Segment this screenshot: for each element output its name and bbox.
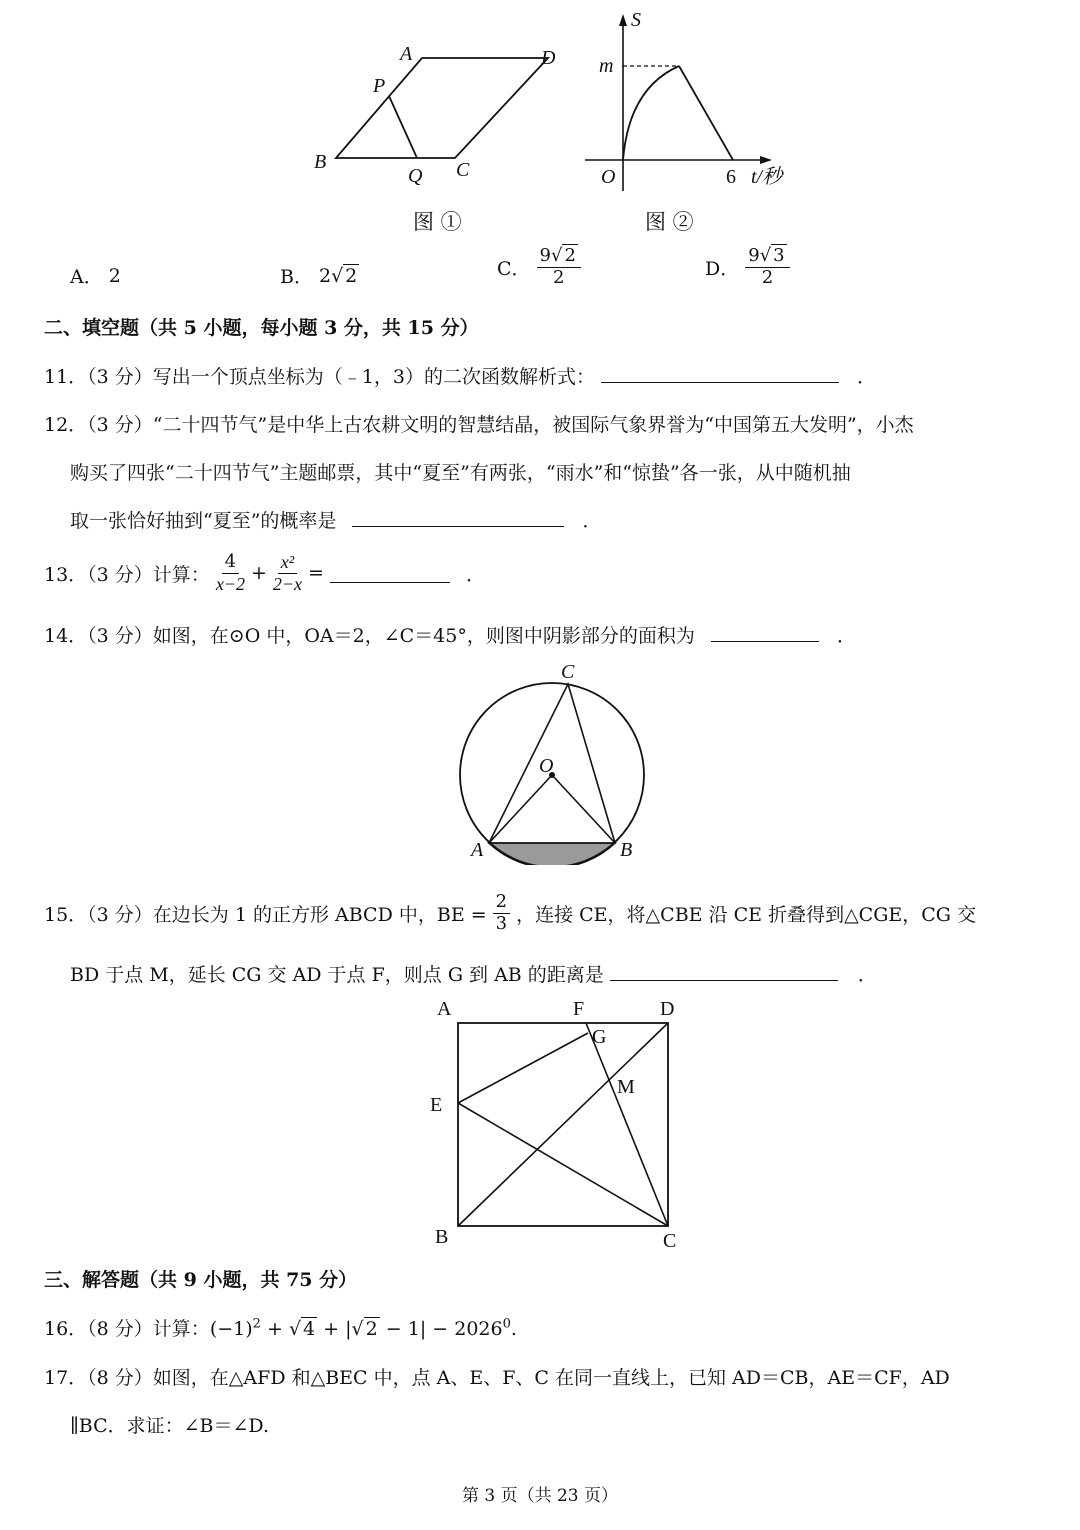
figure-2-graph <box>585 6 810 196</box>
choice-b-coef: 2 <box>318 264 332 287</box>
figure-1-caption: 图 ① <box>413 210 462 234</box>
label-M: M <box>617 1076 635 1098</box>
q14-text: 14．（3 分）如图，在⊙O 中，OA＝2，∠C＝45°，则图中阴影部分的面积为 <box>44 625 695 647</box>
segment-ce <box>458 1103 668 1226</box>
curve-rise <box>623 66 679 160</box>
choice-a-letter: A． <box>70 266 103 288</box>
q12-line3-text: 取一张恰好抽到“夏至”的概率是 <box>70 510 337 532</box>
q16-end: . <box>510 1318 517 1340</box>
q13-fraction-2 <box>273 552 302 594</box>
choice-d-radicand: 3 <box>773 245 785 266</box>
q16-prefix: 16．（8 分）计算： <box>44 1318 210 1340</box>
q14-end: ． <box>836 625 856 647</box>
q16-rad-b: 4 <box>303 1318 316 1340</box>
q16-expr-b: + <box>260 1318 289 1340</box>
label-B: B <box>620 839 633 861</box>
label-D: D <box>660 998 675 1020</box>
question-17-line-1: 17．（8 分）如图，在△AFD 和△BEC 中，点 A、E、F、C 在同一直线上，已知 AD＝CB，AE＝CF，AD <box>44 1367 950 1389</box>
label-t-axis: t/秒 <box>751 166 783 188</box>
q15-end: ． <box>857 964 877 986</box>
label-C: C <box>456 159 470 181</box>
choice-c-radicand: 2 <box>564 245 576 266</box>
choice-c-fraction: $\frac{9√ 2}{2}$ <box>537 246 581 288</box>
choice-d-coef: 9 <box>748 245 760 266</box>
label-B: B <box>314 151 327 173</box>
segment-cf <box>586 1023 668 1226</box>
label-C: C <box>663 1230 677 1252</box>
question-15-line-1 <box>44 892 976 934</box>
q13-fraction-1 <box>216 552 245 594</box>
choice-a <box>70 262 121 289</box>
question-12-line-3 <box>70 506 602 533</box>
choice-d <box>705 246 790 288</box>
q13-end: ． <box>465 563 485 586</box>
choice-c <box>497 246 581 288</box>
label-Q: Q <box>408 165 423 187</box>
label-A: A <box>437 998 452 1020</box>
s-axis-arrow <box>619 14 627 26</box>
q13-answer-blank[interactable] <box>330 581 450 583</box>
label-P: P <box>373 75 386 97</box>
q16-exp-d: 0 <box>502 1316 511 1332</box>
q13-f2-den: 2−x <box>272 573 303 594</box>
label-C: C <box>561 661 575 683</box>
label-O: O <box>539 755 554 777</box>
q13-f2-num: x² <box>278 552 297 574</box>
radii-oa-ob <box>489 775 615 843</box>
page-footer: 第 3 页（共 23 页） <box>461 1486 619 1506</box>
q16-expr-d: − 1| − 2026 <box>379 1318 503 1340</box>
q16-rad-c: 2 <box>365 1318 378 1340</box>
q16-exp-a: 2 <box>252 1316 261 1332</box>
choice-a-value: 2 <box>108 264 121 287</box>
q11-answer-blank[interactable] <box>601 381 839 383</box>
q11-end: ． <box>857 366 877 388</box>
q15-frac-num: 2 <box>493 892 510 914</box>
choice-b: B． 2√ 2 <box>280 262 359 289</box>
q13-equals: = <box>308 562 324 585</box>
figure-1-parallelogram <box>300 30 580 200</box>
section-2-title: 二、填空题（共 5 小题，每小题 3 分，共 15 分） <box>44 317 479 339</box>
q16-expr-c: + | <box>317 1318 352 1340</box>
choice-d-letter: D． <box>705 257 740 280</box>
question-16: 16．（8 分）计算：$(-1)^2$ + √ 4 + |√ $2 - 1| - 2026^0$. <box>44 1316 517 1340</box>
choice-c-coef: 9 <box>539 245 551 266</box>
parallelogram-abcd <box>336 58 548 158</box>
label-6: 6 <box>726 166 736 188</box>
q13-plus: + <box>250 562 267 585</box>
label-O: O <box>601 166 616 188</box>
t-axis-arrow <box>760 156 772 164</box>
label-A: A <box>471 839 484 861</box>
q13-f1-den: x−2 <box>215 573 245 594</box>
q12-answer-blank[interactable] <box>352 525 564 527</box>
diagonal-bd <box>458 1023 668 1226</box>
label-S: S <box>631 9 641 31</box>
label-G: G <box>592 1026 607 1048</box>
q12-end: ． <box>582 510 602 532</box>
question-12-line-2: 购买了四张“二十四节气”主题邮票，其中“夏至”有两张，“雨水”和“惊蛰”各一张，从中随机抽 <box>70 462 851 484</box>
section-3-title: 三、解答题（共 9 小题，共 75 分） <box>44 1269 358 1291</box>
q11-text: 11．（3 分）写出一个顶点坐标为（﹣1，3）的二次函数解析式： <box>44 366 595 388</box>
choice-d-den: 2 <box>761 266 774 288</box>
q16-expr-a: (−1) <box>209 1318 253 1340</box>
figure-q15-square <box>425 995 695 1255</box>
choice-c-den: 2 <box>553 266 565 288</box>
label-D: D <box>541 47 556 69</box>
q15-fraction <box>493 892 510 934</box>
q15-prefix: 15．（3 分）在边长为 1 的正方形 ABCD 中，BE = <box>44 903 487 926</box>
label-E: E <box>430 1094 443 1116</box>
label-F: F <box>573 998 585 1020</box>
question-17-line-2: ∥BC．求证：∠B＝∠D. <box>70 1415 270 1437</box>
q13-f1-num: 4 <box>222 552 239 574</box>
choice-c-letter: C． <box>497 257 531 280</box>
question-12-line-1: 12．（3 分）“二十四节气”是中华上古农耕文明的智慧结晶，被国际气象界誉为“中国第五大发明”，小杰 <box>44 414 914 436</box>
label-B: B <box>435 1226 449 1248</box>
q15-rest: ，连接 CE，将△CBE 沿 CE 折叠得到△CGE，CG 交 <box>516 903 977 926</box>
segment-pq <box>389 96 417 158</box>
label-A: A <box>400 43 413 65</box>
choice-b-letter: B． <box>280 266 313 288</box>
q15-line2-text: BD 于点 M，延长 CG 交 AD 于点 F，则点 G 到 AB 的距离是 <box>70 964 604 986</box>
question-15-line-2 <box>70 960 877 987</box>
question-11 <box>44 362 876 389</box>
choice-d-fraction: $\frac{9√ 3}{2}$ <box>745 246 789 288</box>
shaded-segment <box>489 843 615 865</box>
figure-2-caption: 图 ② <box>645 210 694 234</box>
figure-q14-circle <box>455 660 655 865</box>
q14-answer-blank[interactable] <box>711 640 819 642</box>
q13-prefix: 13．（3 分）计算： <box>44 563 210 586</box>
segment-eg <box>458 1033 588 1103</box>
line-fall <box>679 66 733 160</box>
q15-answer-blank[interactable] <box>610 979 838 981</box>
choice-b-radicand: 2 <box>345 264 358 287</box>
question-13 <box>44 552 485 594</box>
q15-frac-den: 3 <box>495 912 508 934</box>
label-m: m <box>599 55 614 77</box>
question-14 <box>44 621 856 648</box>
